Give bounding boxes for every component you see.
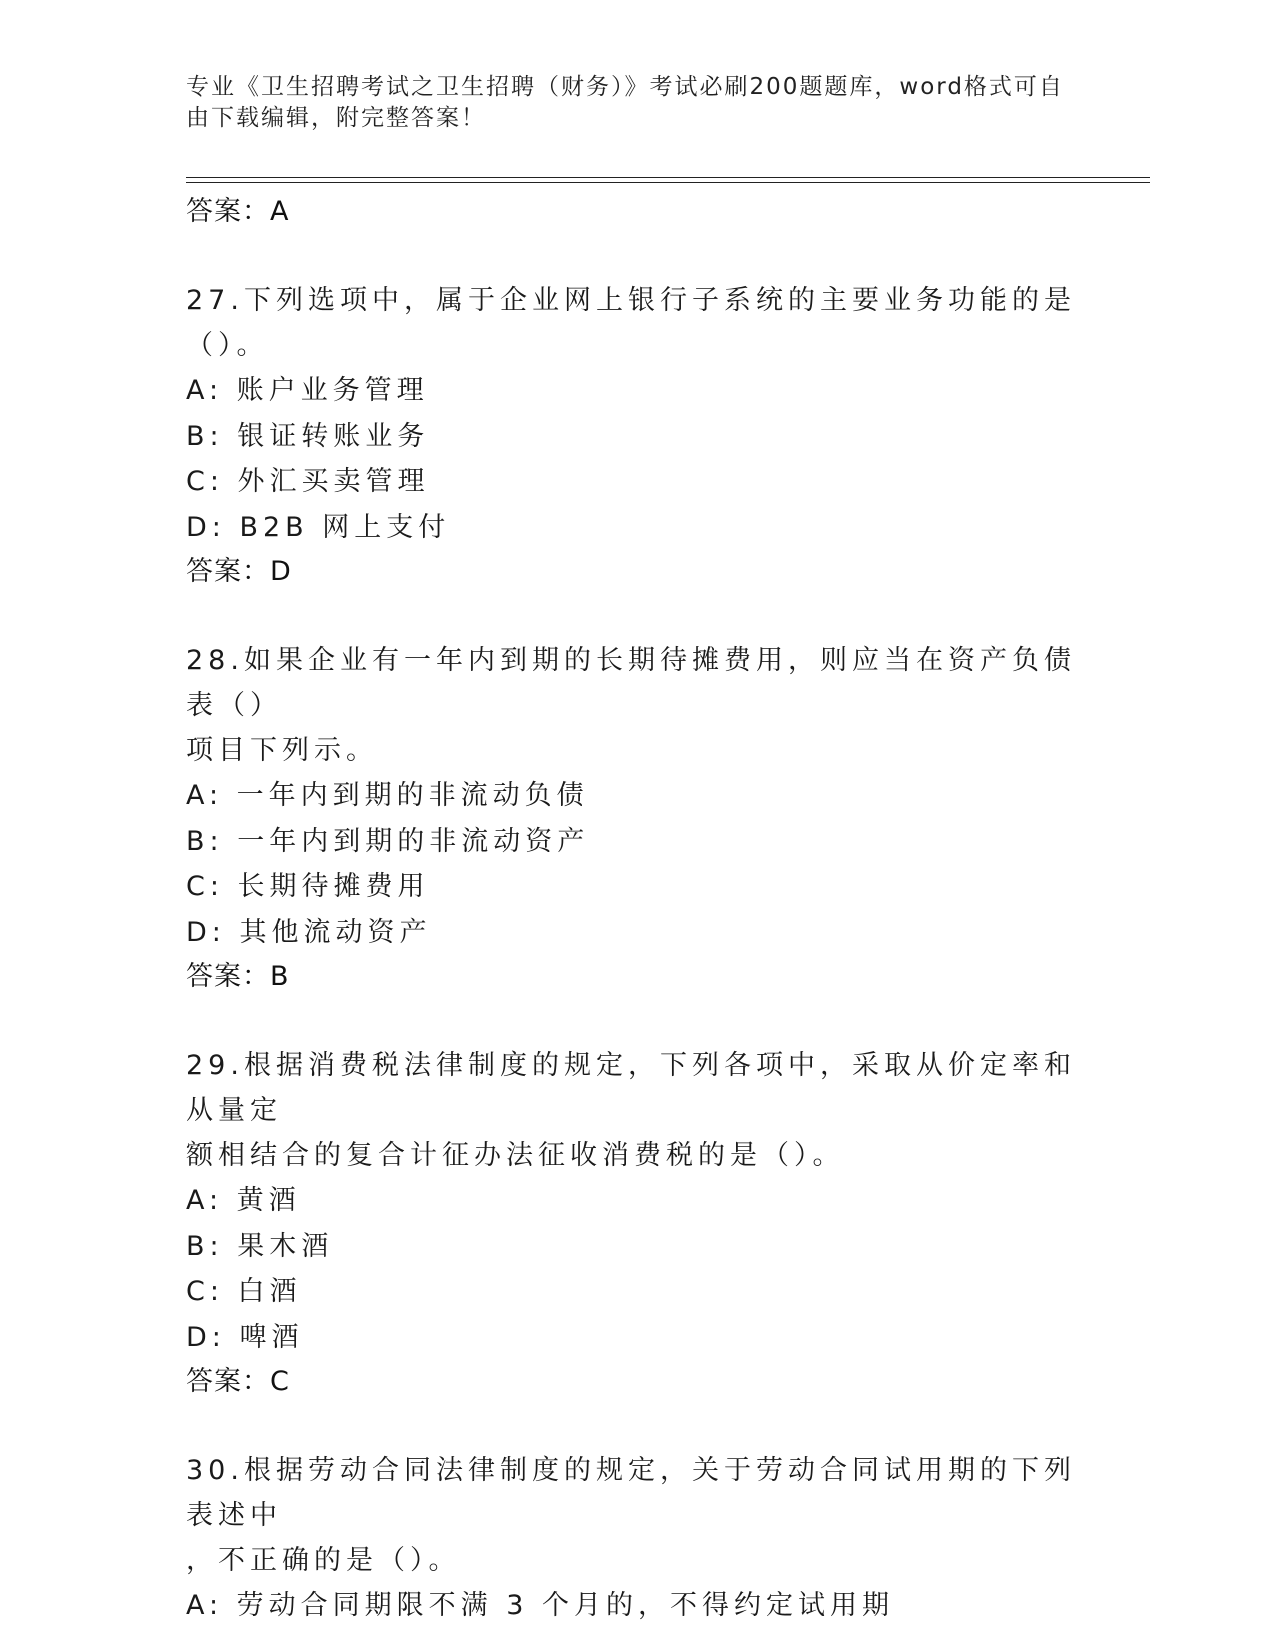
question-27: [186, 278, 1086, 594]
question-text-continued: 额相结合的复合计征办法征收消费税的是（）。: [186, 1140, 845, 1171]
option-c: C: 白酒: [186, 1276, 302, 1307]
option-a: A: 黄酒: [186, 1185, 301, 1216]
header-line-2: 由下载编辑，附完整答案！: [186, 105, 486, 131]
answer-line: 答案：C: [186, 1366, 290, 1397]
option-a: A: 一年内到期的非流动负债: [186, 780, 589, 811]
previous-answer: 答案：A: [186, 196, 290, 227]
option-b: B: 果木酒: [186, 1230, 334, 1262]
option-b: B: 银证转账业务: [186, 420, 430, 452]
document-body: [186, 190, 1086, 1629]
question-text: 30.根据劳动合同法律制度的规定，关于劳动合同试用期的下列表述中: [186, 1455, 1076, 1531]
option-c: C: 长期待摊费用: [186, 871, 430, 902]
question-text: 29.根据消费税法律制度的规定，下列各项中，采取从价定率和从量定: [186, 1050, 1076, 1126]
question-text-continued: 项目下列示。: [186, 735, 378, 766]
header-divider-bottom: [186, 182, 1150, 183]
option-a: A: 账户业务管理: [186, 375, 429, 406]
question-text-continued: ，不正确的是（）。: [186, 1545, 461, 1576]
question-text: 28.如果企业有一年内到期的长期待摊费用，则应当在资产负债表（）: [186, 645, 1076, 721]
page-header: [186, 72, 1066, 134]
question-28: [186, 638, 1086, 999]
answer-line: 答案：D: [186, 556, 292, 587]
header-line-1: 专业《卫生招聘考试之卫生招聘（财务）》考试必刷200题题库，word格式可自: [186, 74, 1064, 100]
option-d: D: 啤酒: [186, 1321, 304, 1353]
question-29: [186, 1043, 1086, 1404]
question-30: [186, 1448, 1086, 1629]
answer-line: 答案：B: [186, 961, 290, 992]
question-text: 27.下列选项中，属于企业网上银行子系统的主要业务功能的是（）。: [186, 285, 1076, 361]
option-b: B: 一年内到期的非流动资产: [186, 825, 590, 857]
header-divider-top: [186, 177, 1150, 178]
option-d: D: 其他流动资产: [186, 916, 432, 948]
option-a: A: 劳动合同期限不满 3 个月的，不得约定试用期: [186, 1590, 895, 1621]
option-d: D: B2B 网上支付: [186, 511, 451, 543]
option-c: C: 外汇买卖管理: [186, 466, 430, 497]
